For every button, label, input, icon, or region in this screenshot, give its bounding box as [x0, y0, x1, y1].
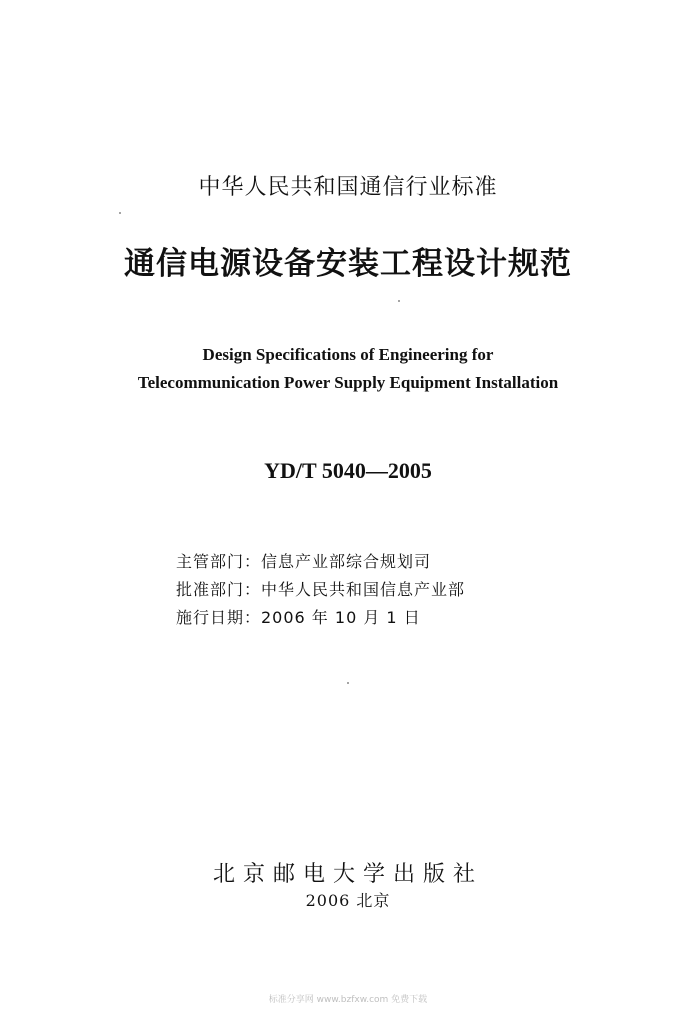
approving-department: 批准部门：中华人民共和国信息产业部 [176, 580, 466, 599]
document-title-cn: 通信电源设备安装工程设计规范 [124, 246, 572, 282]
footer-watermark: 标准分享网 www.bzfxw.com 免费下载 [268, 995, 428, 1005]
scan-speck [398, 300, 400, 302]
publication-year-place: 2006 北京 [305, 891, 391, 910]
standard-category-line: 中华人民共和国通信行业标准 [198, 175, 498, 200]
scan-speck [119, 212, 121, 214]
standard-code: YD/T 5040—2005 [264, 458, 432, 483]
publisher-name: 北京邮电大学出版社 [212, 862, 483, 887]
document-title-en-line2: Telecommunication Power Supply Equipment Installation [137, 373, 559, 392]
document-title-en-line1: Design Specifications of Engineering for [202, 345, 494, 364]
scan-speck [347, 682, 349, 684]
effective-date: 施行日期：2006 年 10 月 1 日 [176, 608, 421, 627]
competent-department: 主管部门：信息产业部综合规划司 [176, 552, 432, 571]
